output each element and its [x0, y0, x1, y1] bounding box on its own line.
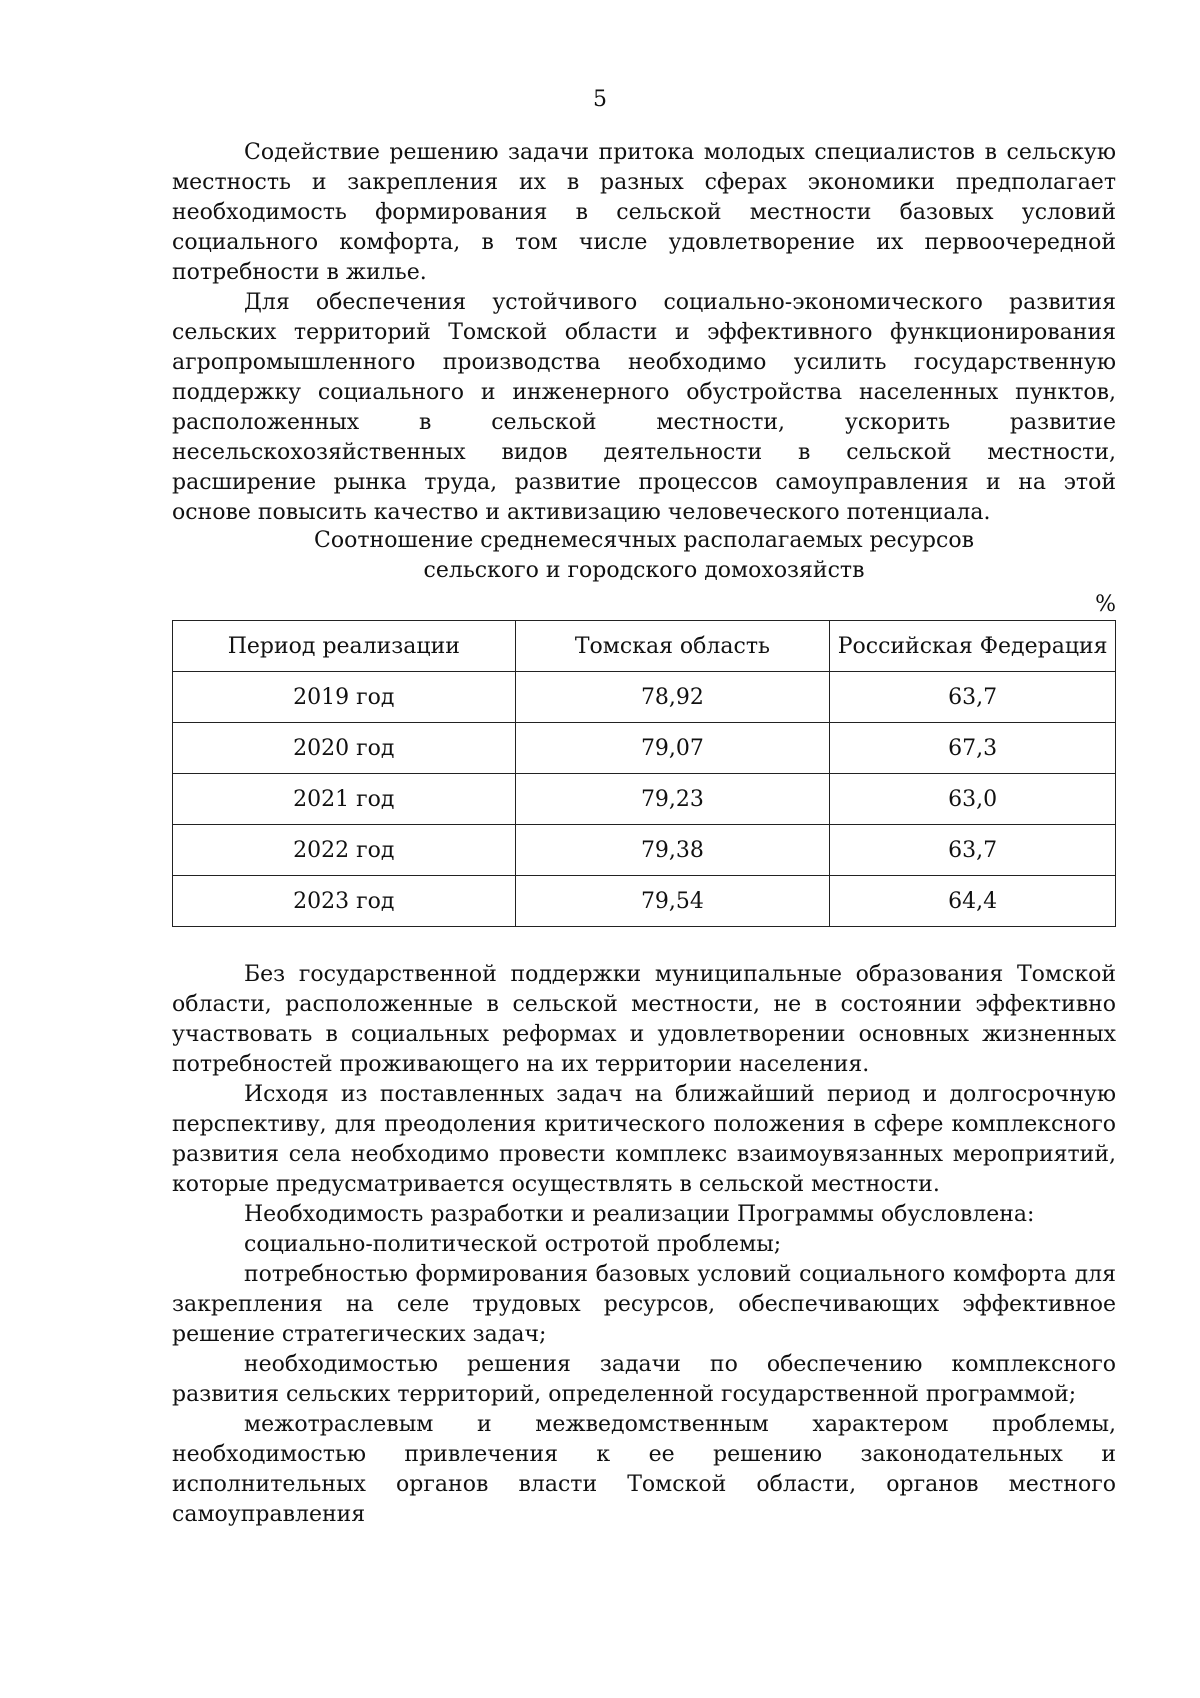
cell-period: 2022 год [173, 825, 516, 876]
paragraph: Без государственной поддержки муниципальные образования Томской области, расположенные в сельской местности, не в состоянии эффективно участвовать в социальных реформах и удовлетворении основных жизненных потребностей проживающего на их территории населения. [172, 962, 1116, 1077]
paragraph: необходимостью решения задачи по обеспечению комплексного развития сельских территорий, определенной государственной программой; [172, 1352, 1116, 1407]
cell-period: 2020 год [173, 723, 516, 774]
cell-russia: 63,7 [830, 672, 1116, 723]
table-row [173, 876, 1116, 927]
cell-tomsk: 79,38 [515, 825, 830, 876]
page-number: 5 [593, 87, 607, 112]
cell-period: 2019 год [173, 672, 516, 723]
table-row [173, 672, 1116, 723]
bottom-text-block [172, 960, 1116, 1530]
table-row [173, 774, 1116, 825]
table-header-row [173, 621, 1116, 672]
cell-russia: 67,3 [830, 723, 1116, 774]
paragraph: Необходимость разработки и реализации Программы обусловлена: [244, 1202, 1035, 1227]
table-row [173, 723, 1116, 774]
paragraph: потребностью формирования базовых условий социального комфорта для закрепления на селе трудовых ресурсов, обеспечивающих эффективное решение стратегических задач; [172, 1262, 1116, 1347]
top-text-block [172, 138, 1116, 528]
column-header-tomsk: Томская область [515, 621, 830, 672]
cell-period: 2021 год [173, 774, 516, 825]
ratio-table [172, 620, 1116, 927]
table-row [173, 825, 1116, 876]
cell-russia: 64,4 [830, 876, 1116, 927]
paragraph: социально-политической остротой проблемы; [244, 1232, 782, 1257]
table-caption-line: Соотношение среднемесячных располагаемых ресурсов [314, 528, 974, 553]
paragraph: межотраслевым и межведомственным характером проблемы, необходимостью привлечения к ее решению законодательных и исполнительных органов власти Томской области, органов местного самоуправления [172, 1412, 1116, 1527]
cell-tomsk: 78,92 [515, 672, 830, 723]
column-header-russia: Российская Федерация [830, 621, 1116, 672]
table-caption-line: сельского и городского домохозяйств [423, 558, 865, 583]
table-unit-label: % [1095, 592, 1116, 617]
table-caption [172, 526, 1116, 586]
paragraph: Содействие решению задачи притока молодых специалистов в сельскую местность и закрепления их в разных сферах экономики предполагает необходимость формирования в сельской местности базовых условий социального комфорта, в том числе удовлетворение их первоочередной потребности в жилье. [172, 140, 1116, 285]
cell-tomsk: 79,07 [515, 723, 830, 774]
cell-period: 2023 год [173, 876, 516, 927]
cell-russia: 63,0 [830, 774, 1116, 825]
paragraph: Исходя из поставленных задач на ближайший период и долгосрочную перспективу, для преодоления критического положения в сфере комплексного развития села необходимо провести комплекс взаимоувязанных мероприятий, которые предусматривается осуществлять в сельской местности. [172, 1082, 1116, 1197]
cell-tomsk: 79,54 [515, 876, 830, 927]
paragraph: Для обеспечения устойчивого социально-экономического развития сельских территорий Томской области и эффективного функционирования агропромышленного производства необходимо усилить государственную поддержку социального и инженерного обустройства населенных пунктов, расположенных в сельской местности, ускорить развитие несельскохозяйственных видов деятельности в сельской местности, расширение рынка труда, развитие процессов самоуправления и на этой основе повысить качество и активизацию человеческого потенциала. [172, 290, 1116, 525]
column-header-period: Период реализации [173, 621, 516, 672]
cell-tomsk: 79,23 [515, 774, 830, 825]
cell-russia: 63,7 [830, 825, 1116, 876]
